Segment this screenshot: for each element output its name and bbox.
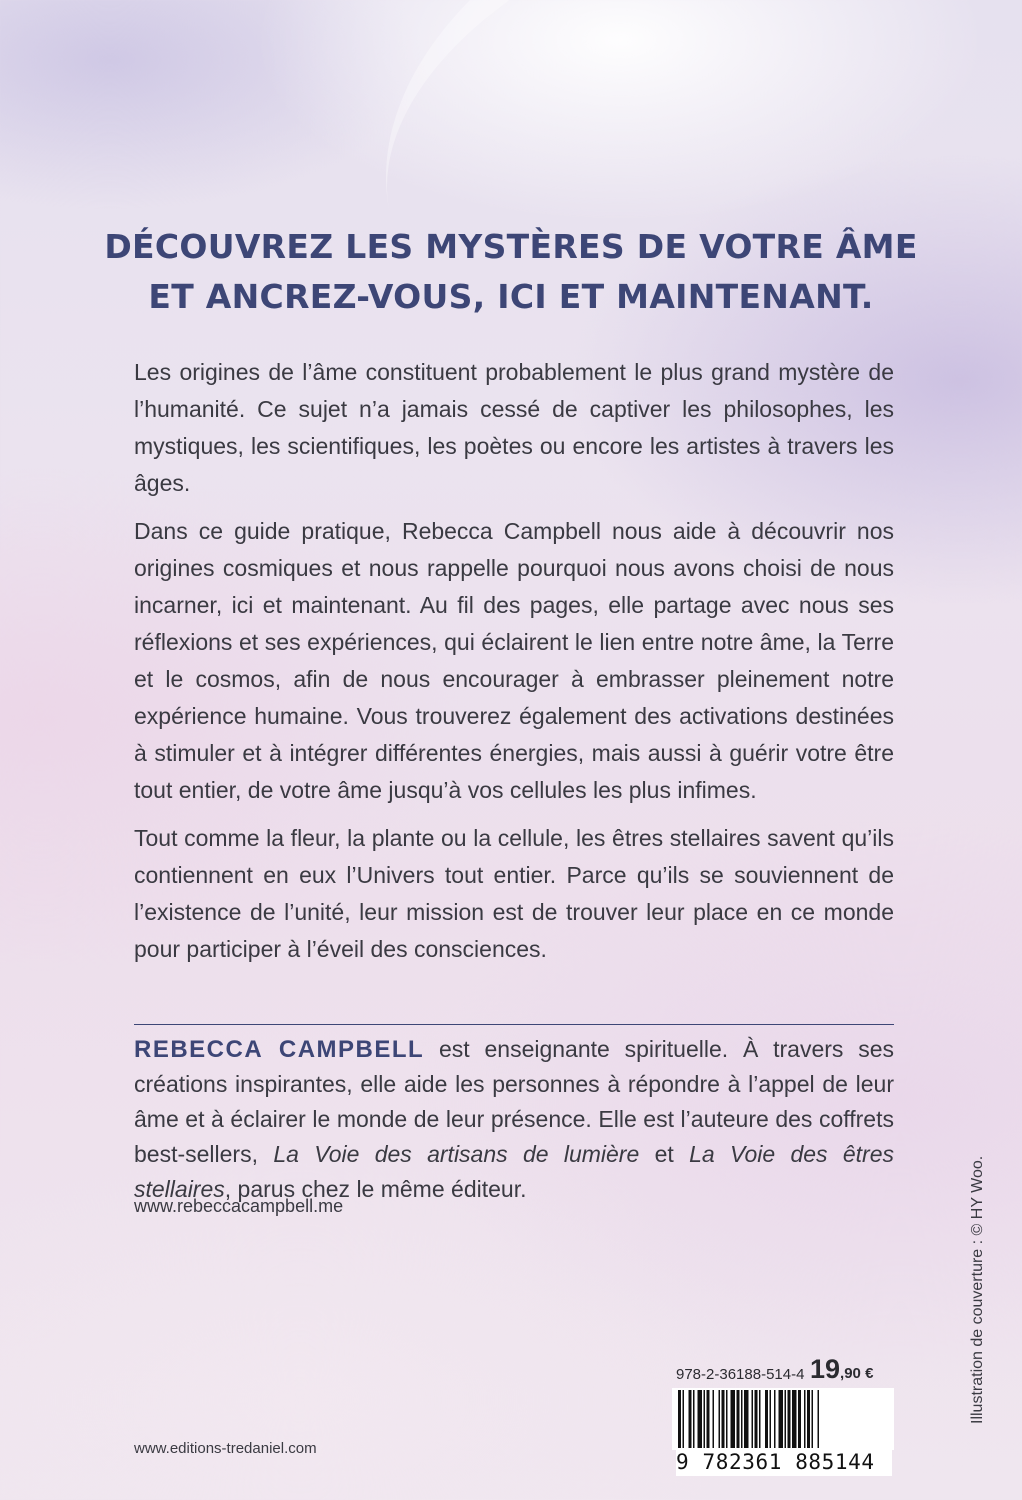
barcode-bar xyxy=(737,1390,740,1448)
barcode-bar xyxy=(713,1390,715,1448)
paragraph-2: Dans ce guide pratique, Rebecca Campbell nous aide à découvrir nos origines cosmiques et nous rappelle pourquoi nous avons choisi de nous incarner, ici et maintenant. Au fil des pages, elle partage avec nous ses réflexions et ses expériences, qui éclairent le lien entre notre âme, la Terre et le cosmos, afin de nous encourager à embrasser pleinement notre expérience humaine. Vous trouverez également des activations destinées à stimuler et à intégrer différentes énergies, mais aussi à guérir votre être tout entier, de votre âme jusqu’à vos cellules les plus infimes. xyxy=(134,518,894,803)
barcode-bar xyxy=(759,1390,761,1448)
price-main: 19 xyxy=(810,1354,841,1384)
bio-title-2: La Voie des êtres stellaires xyxy=(134,1141,895,1202)
barcode-bar xyxy=(770,1390,772,1448)
barcode-bar xyxy=(774,1390,776,1448)
cover-credit: Illustration de couverture : © HY Woo. xyxy=(969,1155,986,1424)
headline xyxy=(100,222,922,322)
bio-text-c: , parus chez le même éditeur. xyxy=(224,1176,527,1202)
barcode-bar xyxy=(788,1390,791,1448)
barcode-bar xyxy=(693,1390,695,1448)
barcode-bar xyxy=(804,1390,806,1448)
barcode-bar xyxy=(798,1390,801,1448)
barcode-bar xyxy=(722,1390,725,1448)
barcode xyxy=(672,1388,894,1450)
barcode-bar xyxy=(726,1390,728,1448)
barcode-bar xyxy=(812,1390,814,1448)
author-name: REBECCA CAMPBELL xyxy=(134,1036,425,1063)
bio-text-a: est enseignante spirituelle. À travers ses créations inspirantes, elle aide les personnes à répondre à l’appel de leur âme et à éclairer le monde de leur présence. Elle est l’auteure des coffrets best-sellers, xyxy=(134,1036,895,1167)
back-cover-description xyxy=(134,354,894,979)
barcode-bar xyxy=(719,1390,721,1448)
barcode-bar xyxy=(785,1390,787,1448)
paragraph-3: Tout comme la fleur, la plante ou la cellule, les êtres stellaires savent qu’ils contiennent en eux l’Univers tout entier. Parce qu’ils se souviennent de l’existence de l’unité, leur mission est de trouver leur place en ce monde pour participer à l’éveil des consciences. xyxy=(134,825,894,962)
barcode-bars xyxy=(672,1388,894,1450)
barcode-digits: 9 782361 885144 xyxy=(676,1448,892,1476)
publisher-website[interactable]: www.editions-tredaniel.com xyxy=(134,1440,317,1457)
barcode-bar xyxy=(678,1390,681,1448)
barcode-bar xyxy=(765,1390,768,1448)
barcode-bar xyxy=(704,1390,706,1448)
barcode-bar xyxy=(744,1390,749,1448)
barcode-bar xyxy=(807,1390,810,1448)
barcode-bar xyxy=(731,1390,736,1448)
barcode-bar xyxy=(752,1390,754,1448)
barcode-bar xyxy=(741,1390,743,1448)
barcode-bar xyxy=(779,1390,784,1448)
author-bio-text xyxy=(134,1032,894,1207)
barcode-bar xyxy=(683,1390,685,1448)
barcode-bar xyxy=(707,1390,710,1448)
author-website[interactable]: www.rebeccacampbell.me xyxy=(134,1196,344,1216)
isbn: 978-2-36188-514-4 xyxy=(676,1366,805,1383)
price xyxy=(810,1354,873,1385)
barcode-bar xyxy=(755,1390,758,1448)
author-bio xyxy=(134,1032,894,1207)
paragraph-1: Les origines de l’âme constituent probablement le plus grand mystère de l’humanité. Ce sujet n’a jamais cessé de captiver les philosophes, les mystiques, les scientifiques, les poètes ou encore les artistes à travers les âges. xyxy=(134,359,894,496)
headline-line-1: DÉCOUVREZ LES MYSTÈRES DE VOTRE ÂME xyxy=(104,227,918,266)
price-cents: ,90 € xyxy=(840,1365,874,1382)
barcode-bar xyxy=(698,1390,703,1448)
barcode-bar xyxy=(689,1390,692,1448)
barcode-bar xyxy=(818,1390,820,1448)
headline-line-2: ET ANCREZ-VOUS, ICI ET MAINTENANT. xyxy=(148,277,874,316)
bio-title-1: La Voie des artisans de lumière xyxy=(273,1141,640,1167)
divider-line xyxy=(134,1024,894,1025)
barcode-bar xyxy=(792,1390,797,1448)
bio-text-b: et xyxy=(639,1141,690,1167)
